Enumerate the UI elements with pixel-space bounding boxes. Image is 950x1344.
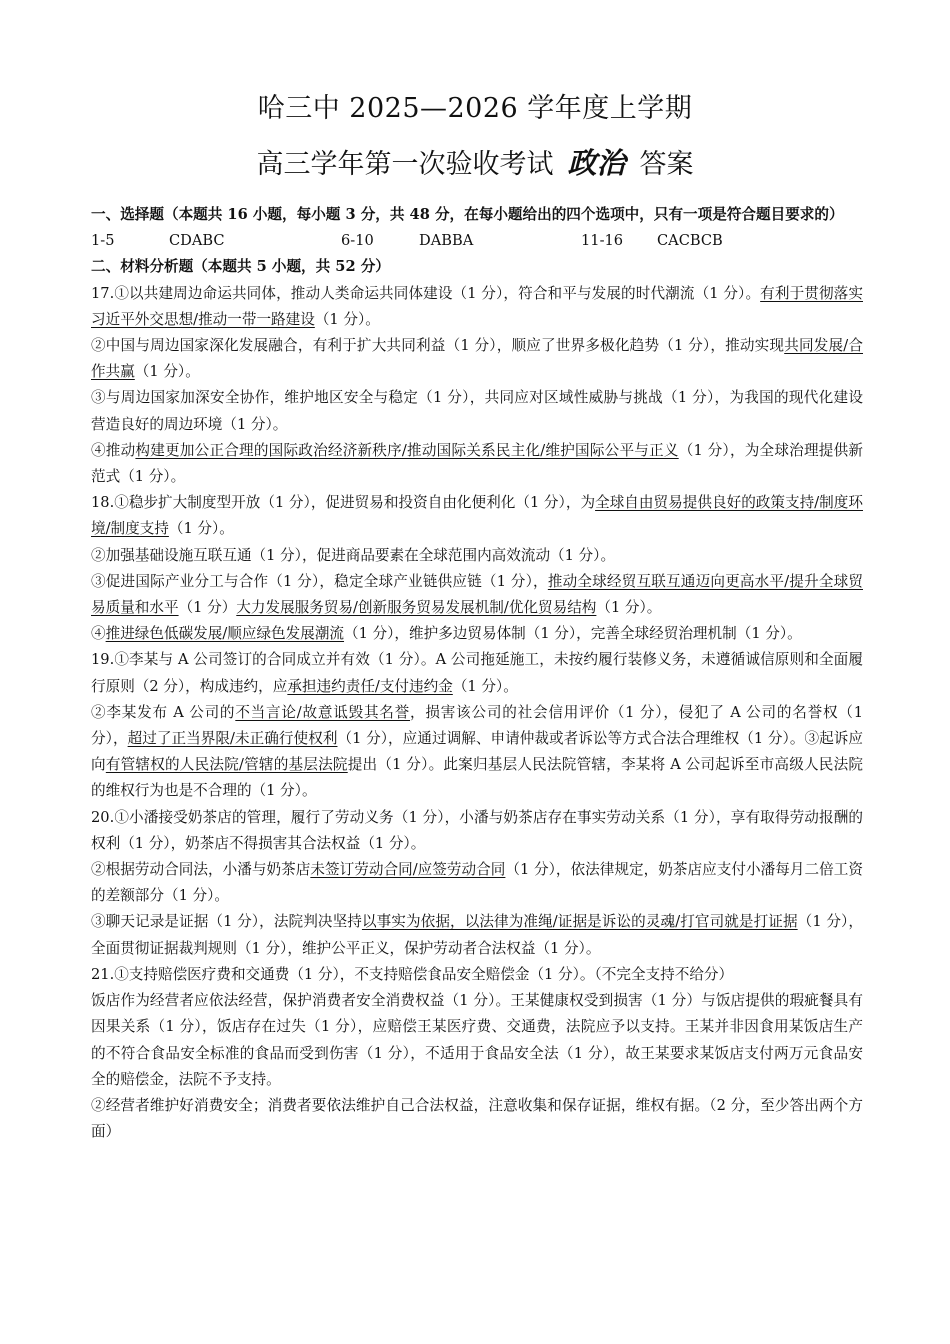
text: ，损害该公司的社会信用评价（1 分），侵犯了 A 公司的名誉权（1 分）， [91, 703, 864, 748]
text: ④推动 [91, 441, 136, 459]
underlined-key-point: 有利于贯彻落实习近平外交思想/推动一带一路建设 [91, 284, 863, 328]
q17-paragraph [91, 333, 863, 385]
text: 18.①稳步扩大制度型开放（1 分），促进贸易和投资自由化便利化（1 分），为 [91, 494, 596, 512]
q18-paragraph [91, 490, 863, 542]
underlined-key-point: 不当言论/故意诋毁其名誉 [235, 703, 411, 721]
text: ②李某发布 A 公司的 [91, 703, 236, 721]
text: （1 分），全面贯彻证据裁判规则（1 分），维护公平正义，保护劳动者合法权益（1 分）。 [91, 913, 863, 957]
text: ③聊天记录是证据（1 分），法院判决坚持 [91, 913, 362, 931]
q17-paragraph [91, 281, 863, 333]
q18-paragraph [91, 621, 863, 647]
answer-range: 6-10 [341, 232, 374, 250]
q19-paragraph [91, 700, 863, 805]
underlined-key-point: 推进绿色低碳发展/顺应绿色发展潮流 [105, 625, 345, 643]
q18-paragraph: ②加强基础设施互联互通（1 分），促进商品要素在全球范围内高效流动（1 分）。 [91, 546, 616, 564]
q20-paragraph [91, 909, 863, 961]
text: （1 分）。 [452, 677, 518, 695]
text: 17.①以共建周边命运共同体，推动人类命运共同体建设（1 分），符合和平与发展的时代潮流（1 分）。 [91, 284, 761, 302]
underlined-key-point: 有管辖权的人民法院/管辖的基层法院 [105, 756, 348, 774]
text: ②根据劳动合同法，小潘与奶茶店 [91, 861, 311, 879]
text: （1 分）。 [134, 363, 200, 381]
text: ③促进国际产业分工与合作（1 分），稳定全球产业链供应链（1 分）， [91, 572, 548, 590]
answer-value: CACBCB [657, 232, 723, 250]
text: 提出（1 分）。此案归基层人民法院管辖，李某将 A 公司起诉至市高级人民法院的维权行为也是不合理的（1 分）。 [91, 756, 863, 800]
document-title-line2 [0, 146, 950, 182]
underlined-key-point: 共同发展/合作共赢 [91, 337, 863, 381]
text: 19.①李某与 A 公司签订的合同成立并有效（1 分）。A 公司拖延施工，未按约履行装修义务，未遵循诚信原则和全面履行原则（2 分），构成违约，应 [91, 651, 863, 695]
document-title-line1: 哈三中 2025—2026 学年度上学期 [257, 93, 693, 124]
text: （1 分） [178, 599, 237, 617]
text: （1 分），依法律规定，奶茶店应支付小潘每月二倍工资的差额部分（1 分）。 [91, 861, 863, 905]
q17-paragraph [91, 438, 863, 490]
text: （1 分），维护多边贸易体制（1 分），完善全球经贸治理机制（1 分）。 [344, 625, 802, 643]
q21-paragraph: 饭店作为经营者应依法经营，保护消费者安全消费权益（1 分）。王某健康权受到损害（1 分）与饭店提供的瑕疵餐具有因果关系（1 分），饭店存在过失（1 分），应赔偿王某医疗费、交通费，法院应予以支持。王某并非因食用某饭店生产的不符合食品安全标准的食品而受到伤害（1 分），不适用于食品安全法（1 分），故王某要求某饭店支付两万元食品安全的赔偿金，法院不予支持。 [91, 992, 863, 1088]
underlined-key-point: 全球自由贸易提供良好的政策支持/制度环境/制度支持 [91, 494, 863, 538]
underlined-key-point: 以事实为依据，以法律为准绳/证据是诉讼的灵魂/打官司就是打证据 [361, 913, 798, 931]
q20-paragraph: 20.①小潘接受奶茶店的管理，履行了劳动义务（1 分），小潘与奶茶店存在事实劳动关系（1 分），享有取得劳动报酬的权利（1 分），奶茶店不得损害其合法权益（1 分）。 [91, 808, 863, 852]
q17-paragraph: ③与周边国家加深安全协作，维护地区安全与稳定（1 分），共同应对区域性威胁与挑战（1 分），为我国的现代化建设营造良好的周边环境（1 分）。 [91, 389, 863, 433]
q21-paragraph: 21.①支持赔偿医疗费和交通费（1 分），不支持赔偿食品安全赔偿金（1 分）。（不完全支持不给分） [91, 965, 734, 983]
text: （1 分）。 [168, 520, 234, 538]
title-answer-label: 答案 [639, 149, 694, 180]
underlined-key-point: 承担违约责任/支付违约金 [287, 677, 453, 695]
q19-paragraph [91, 647, 863, 699]
underlined-key-point: 大力发展服务贸易/创新服务贸易发展机制/优化贸易结构 [236, 599, 597, 617]
answer-value: CDABC [169, 232, 225, 250]
section2-heading: 二、材料分析题（本题共 5 小题，共 52 分） [91, 258, 390, 276]
underlined-key-point: 未签订劳动合同/应签劳动合同 [310, 861, 506, 879]
underlined-key-point: 构建更加公正合理的国际政治经济新秩序/推动国际关系民主化/维护国际公平与正义 [135, 441, 679, 459]
underlined-key-point: 超过了正当界限/未正确行使权利 [127, 730, 338, 748]
q20-paragraph [91, 857, 863, 909]
answer-value: DABBA [419, 232, 474, 250]
answer-content [91, 202, 863, 1145]
text: （1 分）。 [314, 310, 380, 328]
text: ②中国与周边国家深化发展融合，有利于扩大共同利益（1 分），顺应了世界多极化趋势（1 分），推动实现 [91, 337, 785, 355]
title-subject: 政治 [567, 146, 626, 180]
section1-heading: 一、选择题（本题共 16 小题，每小题 3 分，共 48 分，在每小题给出的四个选项中，只有一项是符合题目要求的） [91, 206, 844, 223]
q21-paragraph: ②经营者维护好消费安全；消费者要依法维护自己合法权益，注意收集和保存证据，维权有据。（2 分，至少答出两个方面） [91, 1096, 863, 1141]
underlined-key-point: 推动全球经贸互联互通迈向更高水平/提升全球贸易质量和水平 [91, 572, 863, 617]
choice-answers-row [91, 228, 863, 254]
answer-range: 1-5 [91, 232, 115, 250]
text: （1 分）。 [596, 599, 662, 617]
answer-range: 11-16 [581, 232, 624, 250]
q18-paragraph [91, 569, 863, 621]
text: （1 分），为全球治理提供新范式（1 分）。 [91, 441, 863, 486]
text: （1 分），应通过调解、申请仲裁或者诉讼等方式合法合理维权（1 分）。③起诉应向 [91, 730, 863, 774]
text: ④ [91, 625, 106, 643]
title-exam-name: 高三学年第一次验收考试 [256, 149, 554, 180]
